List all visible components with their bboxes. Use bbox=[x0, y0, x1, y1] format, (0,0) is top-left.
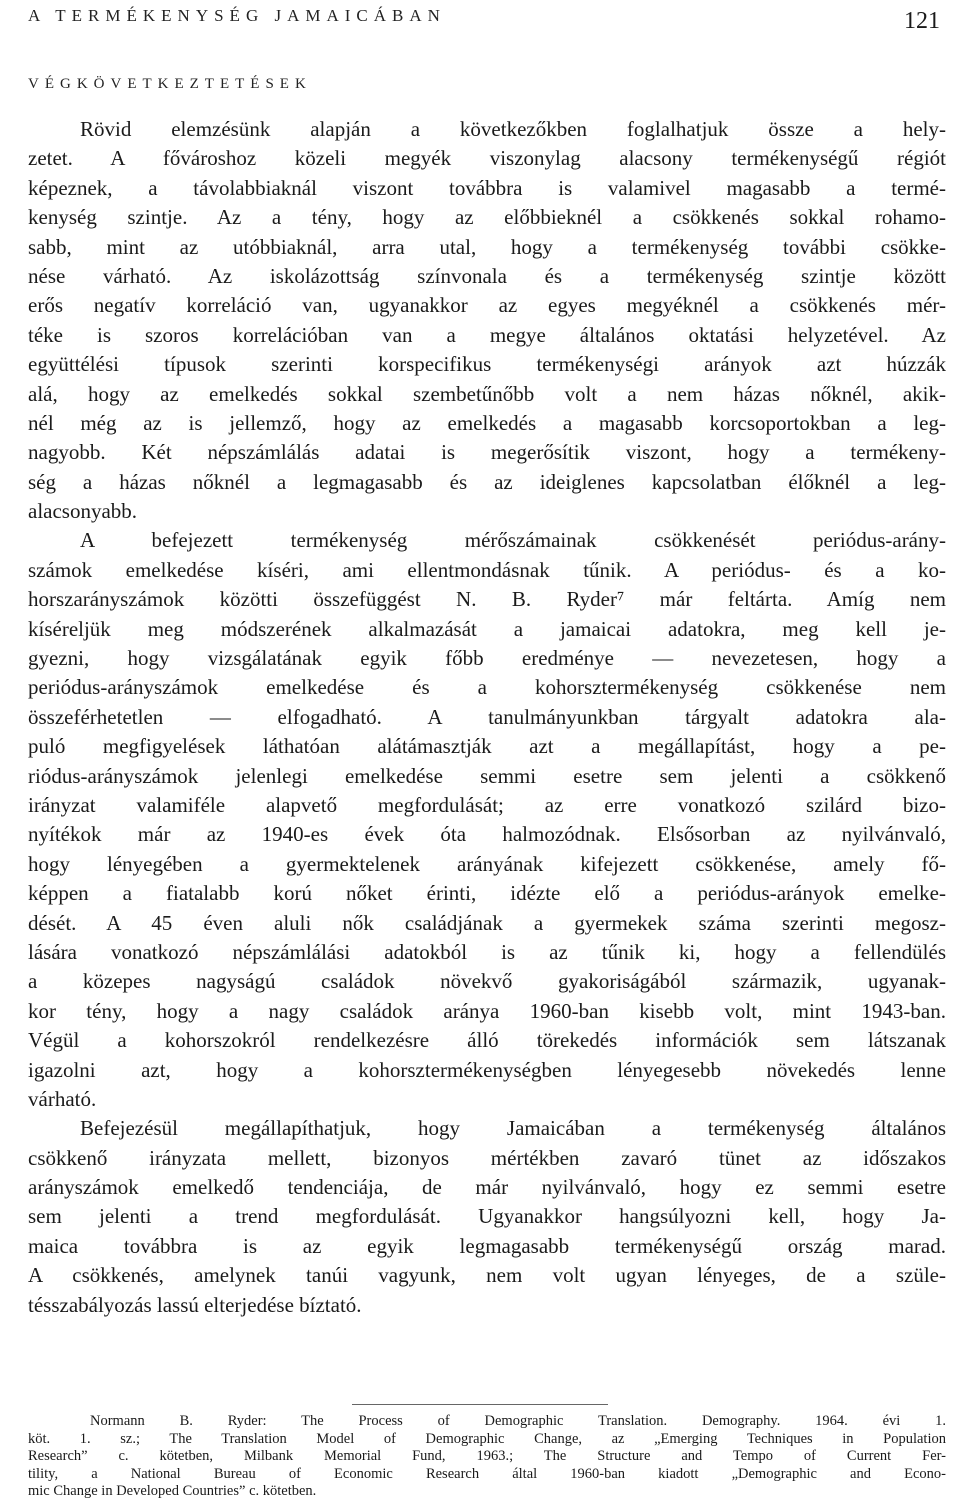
footnote-divider bbox=[352, 1404, 608, 1405]
section-heading: VÉGKÖVETKEZTETÉSEK bbox=[28, 76, 312, 92]
body-line: nél még az is jellemző, hogy az emelkedés a magasabb korcsoportokban a leg- bbox=[28, 410, 946, 435]
body-line: kenység szintje. Az a tény, hogy az előbbieknél a csökkenés sokkal rohamo- bbox=[28, 205, 946, 230]
body-line: Befejezésül megállapíthatjuk, hogy Jamaicában a termékenység általános bbox=[80, 1116, 946, 1141]
body-text bbox=[28, 115, 946, 1320]
body-line: összeférhetetlen — elfogadható. A tanulmányunkban tárgyalt adatokra ala- bbox=[28, 704, 946, 729]
body-line: ség a házas nőknél a legmagasabb és az ideiglenes kapcsolatban élőknél a leg- bbox=[28, 469, 946, 494]
body-line: gyezni, hogy vizsgálatának egyik főbb eredménye — nevezetesen, hogy a bbox=[28, 646, 946, 671]
body-line: horszarányszámok közötti összefüggést N. B. Ryder⁷ már feltárta. Amíg nem bbox=[28, 587, 946, 612]
body-line: igazolni azt, hogy a kohorsztermékenységben lényegesebb növekedés lenne bbox=[28, 1057, 946, 1082]
body-line: erős negatív korreláció van, ugyanakkor az egyes megyéknél a csökkenés mér- bbox=[28, 293, 946, 318]
footnote-line: Research” c. kötetben, Milbank Memorial Fund, 1963.; The Structure and Tempo of Current Fer- bbox=[28, 1448, 946, 1465]
body-line: dését. A 45 éven aluli nők családjának a gyermekek száma szerinti megosz- bbox=[28, 910, 946, 935]
body-line: arányszámok emelkedő tendenciája, de már nyilvánvaló, hogy ez semmi esetre bbox=[28, 1175, 946, 1200]
body-line: lására vonatkozó népszámlálási adatokból is az tűnik ki, hogy a fellendülés bbox=[28, 939, 946, 964]
body-line: várható. bbox=[28, 1086, 97, 1111]
body-line: kor tény, hogy a nagy családok aránya 1960-ban kisebb volt, mint 1943-ban. bbox=[28, 998, 946, 1023]
body-line: képpen a fiatalabb korú nőket érinti, idézte elő a periódus-arányok emelke- bbox=[28, 881, 946, 906]
body-line: képeznek, a távolabbiaknál viszont továbbra is valamivel magasabb a termé- bbox=[28, 175, 946, 200]
body-line: csökkenő irányzata mellett, bizonyos mértékben zavaró tünet az időszakos bbox=[28, 1145, 946, 1170]
footnote-line: Normann B. Ryder: The Process of Demographic Translation. Demography. 1964. évi 1. bbox=[90, 1413, 946, 1429]
body-line: téke is szoros korrelációban van a megye általános oktatási helyzetével. Az bbox=[28, 322, 946, 347]
body-line: A csökkenés, amelynek tanúi vagyunk, nem volt ugyan lényeges, de a szüle- bbox=[28, 1263, 946, 1288]
footnote-line: köt. 1. sz.; The Translation Model of Demographic Change, az „Emerging Techniques in Population bbox=[28, 1430, 946, 1447]
body-line: A befejezett termékenység mérőszámainak csökkenését periódus-arány- bbox=[80, 528, 946, 553]
body-line: együttélési típusok szerinti korspecifikus termékenységi arányok azt húzzák bbox=[28, 352, 946, 377]
body-line: irányzat valamiféle alapvető megfordulását; az erre vonatkozó szilárd bizo- bbox=[28, 792, 946, 817]
body-line: Rövid elemzésünk alapján a következőkben foglalhatjuk össze a hely- bbox=[80, 117, 946, 141]
body-line: nyítékok már az 1940-es évek óta halmozódnak. Elsősorban az nyilvánvaló, bbox=[28, 822, 946, 847]
body-line: a közepes nagyságú családok növekvő gyakoriságából származik, ugyanak- bbox=[28, 969, 946, 994]
page-number: 121 bbox=[904, 8, 940, 34]
footnotes bbox=[28, 1413, 946, 1501]
body-line: alacsonyabb. bbox=[28, 499, 138, 524]
running-title: A TERMÉKENYSÉG JAMAICÁBAN bbox=[28, 6, 446, 25]
body-line: periódus-arányszámok emelkedése és a kohorsztermékenység csökkenése nem bbox=[28, 675, 946, 700]
body-line: sem jelenti a trend megfordulását. Ugyanakkor hangsúlyozni kell, hogy Ja- bbox=[28, 1204, 946, 1229]
body-line: nagyobb. Két népszámlálás adatai is megerősítik viszont, hogy a termékeny- bbox=[28, 440, 946, 465]
body-line: puló megfigyelések láthatóan alátámasztják azt a megállapítást, hogy a pe- bbox=[28, 734, 946, 759]
body-line: Végül a kohorszokról rendelkezésre álló törekedés információk sem látszanak bbox=[28, 1028, 946, 1053]
body-line: zetet. A fővároshoz közeli megyék viszonylag alacsony termékenységű régiót bbox=[28, 146, 946, 171]
body-line: nése várható. Az iskolázottság színvonala és a termékenység szintje között bbox=[28, 263, 946, 288]
body-line: hogy lényegében a gyermektelenek arányának kifejezett csökkenése, amely fő- bbox=[28, 851, 946, 876]
body-line: riódus-arányszámok jelenlegi emelkedése semmi esetre sem jelenti a csökkenő bbox=[28, 763, 946, 788]
body-line: számok emelkedése kíséri, ami ellentmondásnak tűnik. A periódus- és a ko- bbox=[28, 557, 946, 582]
body-line: tésszabályozás lassú elterjedése bíztató. bbox=[28, 1292, 362, 1317]
footnote-line: mic Change in Developed Countries” c. kötetben. bbox=[28, 1483, 317, 1500]
footnote-line: tility, a National Bureau of Economic Research által 1960-ban kiadott „Demographic and Econo- bbox=[28, 1465, 946, 1482]
body-line: maica továbbra is az egyik legmagasabb termékenységű ország marad. bbox=[28, 1233, 946, 1258]
body-line: alá, hogy az emelkedés sokkal szembetűnőbb volt a nem házas nőknél, akik- bbox=[28, 381, 946, 406]
body-line: sabb, mint az utóbbiaknál, arra utal, hogy a termékenység további csökke- bbox=[28, 234, 946, 259]
body-line: kíséreljük meg módszerének alkalmazását a jamaicai adatokra, meg kell je- bbox=[28, 616, 946, 641]
